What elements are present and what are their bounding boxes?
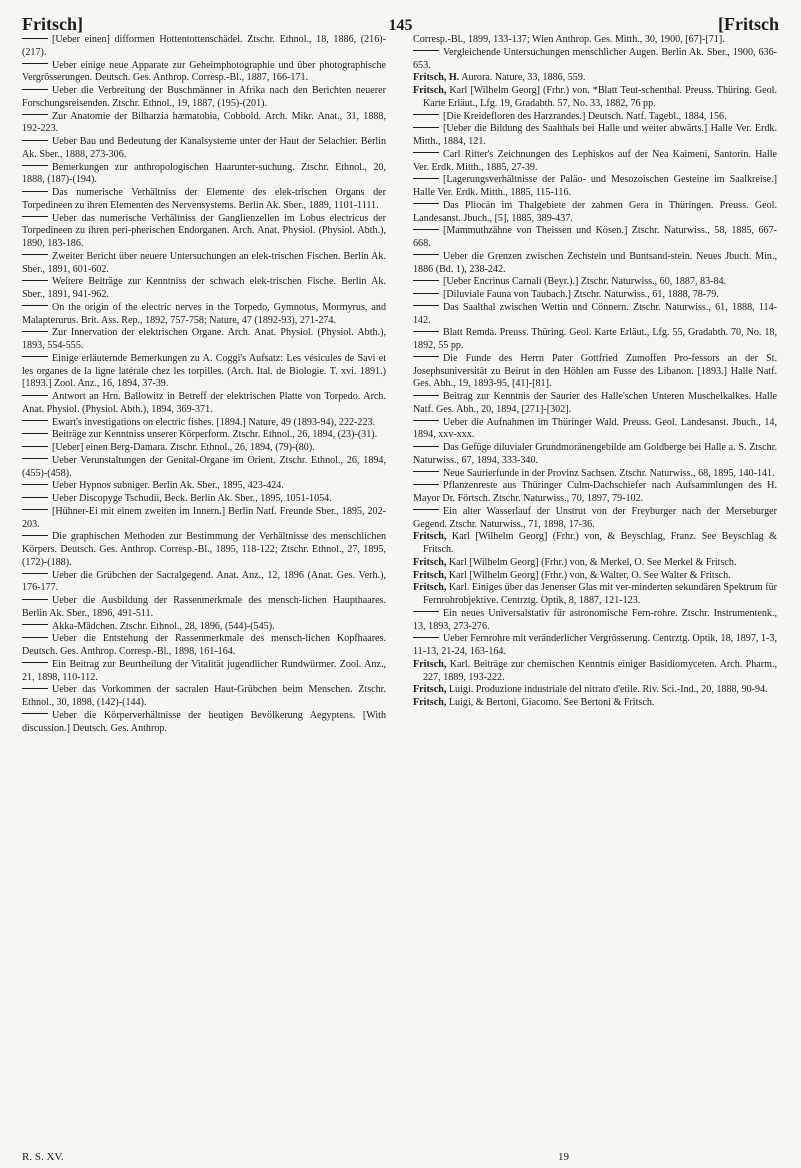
- entry-text: Ueber Hypnos subniger. Berlin Ak. Sber., 1895, 423-424.: [52, 480, 284, 492]
- entry-text: Ueber die Aufnahmen im Thüringer Wald. Preuss. Geol. Landesanst. Jbuch., 14, 1894, xxv-xxx.: [413, 416, 777, 441]
- entry-text: [Lagerungsverhältnisse der Paläo- und Mesozoischen Gesteine im Saalkreise.] Halle Ver. Erdk. Mitth., 1885, 115-116.: [413, 174, 777, 198]
- ditto-dash: [413, 293, 439, 294]
- entry-text: Blatt Remda. Preuss. Thüring. Geol. Karte Erläut., Lfg. 55, Gradabth. 70, No. 18, 1892, 55 pp.: [413, 327, 777, 351]
- ditto-dash: [22, 165, 48, 166]
- entry-text: [Hühner-Ei mit einem zweiten im Innern.] Berlin Natf. Freunde Sber., 1895, 202-203.: [22, 505, 386, 530]
- bibliography-entry: [413, 697, 777, 710]
- entry-text: Ueber die Grübchen der Sacralgegend. Anat. Anz., 12, 1896 (Anat. Ges. Verh.), 176-177.: [22, 569, 386, 594]
- entry-author: Fritsch,: [413, 582, 447, 594]
- entry-text: [Die Kreidefloren des Harzrandes.] Deutsch. Natf. Tagebl., 1884, 156.: [443, 110, 727, 122]
- bibliography-entry: [22, 442, 386, 455]
- ditto-dash: [413, 178, 439, 179]
- bibliography-entry: [22, 60, 386, 86]
- entry-text: [Ueber] einen Berg-Damara. Ztschr. Ethnol., 26, 1894, (79)-(80).: [52, 442, 315, 453]
- ditto-dash: [22, 395, 48, 396]
- ditto-dash: [413, 356, 439, 357]
- ditto-dash: [413, 229, 439, 230]
- bibliography-entry: [413, 468, 777, 481]
- bibliography-entry: [413, 111, 777, 124]
- entry-text: Karl [Wilhelm Georg] (Frhr.) von. *Blatt Teut-schenthal. Preuss. Thüring. Geol. Karte Erläut., Lfg. 19, Gradabth. 57, No. 33, 1882, 76 pp.: [423, 85, 777, 109]
- bibliography-entry: [413, 200, 777, 226]
- entry-author: Fritsch,: [413, 697, 447, 708]
- entry-text: Ein Beitrag zur Beurtheilung der Vitalität jugendlicher Rundwürmer. Zool. Anz., 21, 1898, 110-112.: [22, 658, 386, 683]
- bibliography-entry: [413, 225, 777, 251]
- bibliography-entry: [413, 302, 777, 328]
- bibliography-entry: [22, 531, 386, 569]
- ditto-dash: [22, 140, 48, 141]
- bibliography-entry: [22, 276, 386, 302]
- bibliography-entry: [22, 111, 386, 137]
- bibliography-entry: [22, 480, 386, 493]
- right-column: [413, 34, 777, 710]
- ditto-dash: [413, 50, 439, 51]
- bibliography-entry: [413, 149, 777, 175]
- entry-text: Karl [Wilhelm Georg] (Frhr.) von, & Merkel, O. See Merkel & Fritsch.: [448, 556, 737, 568]
- entry-text: Weitere Beiträge zur Kenntniss der schwach elek-trischen Fische. Berlin Ak. Sber., 1891, 941-962.: [22, 276, 386, 300]
- entry-text: Ueber die Grenzen zwischen Zechstein und Buntsand-stein. Neues Jbuch. Min., 1886 (Bd. 1), 238-242.: [413, 250, 777, 275]
- entry-author: Fritsch,: [413, 684, 447, 696]
- ditto-dash: [413, 509, 439, 510]
- bibliography-entry: [413, 531, 777, 557]
- bibliography-entry: [22, 391, 386, 417]
- entry-text: Das numerische Verhältniss der Elemente des elek-trischen Organs der Torpedineen zu ihren Elementen des Nervensystems. Berlin Ak. Sber., 1889, 1101-1111.: [22, 187, 386, 211]
- ditto-dash: [22, 420, 48, 421]
- entry-text: Neue Saurierfunde in der Provinz Sachsen. Ztschr. Naturwiss., 68, 1895, 140-141.: [443, 467, 775, 479]
- ditto-dash: [22, 63, 48, 64]
- bibliography-entry: [413, 174, 777, 200]
- entry-text: On the origin of the electric nerves in the Torpedo, Gymnotus, Mormyrus, and Malapterurus. Brit. Ass. Rep., 1892, 757-758; Nature, 47 (1892-93), 271-274.: [22, 301, 386, 326]
- entry-text: Ueber Verunstaltungen der Genital-Organe im Orient. Ztschr. Ethnol., 26, 1894, (455)-(458).: [22, 454, 386, 479]
- entry-text: Antwort an Hrn. Ballowitz in Betreff der elektrischen Platte von Torpedo. Arch. Anat. Physiol. (Physiol. Abth.), 1894, 369-371.: [22, 391, 386, 415]
- ditto-dash: [22, 458, 48, 459]
- entry-text: Ein neues Universalstativ für astronomische Fern-rohre. Ztschr. Instrumentenk., 13, 1893, 273-276.: [413, 607, 777, 632]
- ditto-dash: [22, 535, 48, 536]
- bibliography-entry: [22, 570, 386, 596]
- entry-text: [Mammuthzähne von Theissen und Kösen.] Ztschr. Naturwiss., 58, 1885, 667-668.: [413, 225, 777, 249]
- bibliography-entry: [22, 302, 386, 328]
- bibliography-entry: [22, 429, 386, 442]
- entry-text: Ueber das Vorkommen der sacralen Haut-Grübchen beim Menschen. Ztschr. Ethnol., 30, 1898, (142)-(144).: [22, 684, 386, 708]
- bibliography-entry: [413, 570, 777, 583]
- ditto-dash: [22, 331, 48, 332]
- ditto-dash: [22, 599, 48, 600]
- entry-text: Akka-Mädchen. Ztschr. Ethnol., 28, 1896, (544)-(545).: [52, 620, 275, 632]
- ditto-dash: [413, 484, 439, 485]
- bibliography-entry: [22, 621, 386, 634]
- bibliography-entry: [413, 85, 777, 111]
- entry-text: Aurora. Nature, 33, 1886, 559.: [461, 72, 586, 84]
- ditto-dash: [22, 356, 48, 357]
- entry-author: Fritsch,: [413, 569, 447, 581]
- bibliography-entry: [413, 442, 777, 468]
- ditto-dash: [22, 305, 48, 306]
- entry-text: Karl. Einiges über das Jenenser Glas mit ver-minderten sekundären Spektrum für Fernrohrobjektive. Centrztg. Optik, 8, 1887, 121-123.: [423, 582, 777, 606]
- bibliography-entry: [22, 633, 386, 659]
- entry-text: Ueber die Entstehung der Rassenmerkmale des mensch-lichen Kopfhaares. Deutsch. Ges. Anthrop. Corresp.-Bl., 1898, 161-164.: [22, 633, 386, 657]
- ditto-dash: [22, 433, 48, 434]
- entry-text: Das Saalthal zwischen Wettin und Cönnern. Ztschr. Naturwiss., 61, 1888, 114-142.: [413, 301, 777, 326]
- ditto-dash: [22, 191, 48, 192]
- ditto-dash: [413, 305, 439, 306]
- ditto-dash: [22, 216, 48, 217]
- ditto-dash: [413, 280, 439, 281]
- ditto-dash: [413, 331, 439, 332]
- entry-text: Ueber das numerische Verhältniss der Ganglienzellen im Lobus electricus der Torpedineen zu ihren peri-pherischen Endorganen. Arch. Anat. Physiol. (Physiol. Abth.), 1890, 183-186.: [22, 212, 386, 249]
- bibliography-entry: [413, 327, 777, 353]
- bibliography-entry: [22, 506, 386, 532]
- bibliography-entry: [413, 506, 777, 532]
- ditto-dash: [22, 280, 48, 281]
- entry-author: Fritsch,: [413, 556, 447, 568]
- bibliography-entry: [22, 162, 386, 188]
- entry-text: [Ueber einen] difformen Hottentottenschädel. Ztschr. Ethnol., 18, 1886, (216)-(217).: [22, 34, 386, 58]
- entry-text: Die Funde des Herrn Pater Gottfried Zumoffen Pro-fessors an der St. Josephsuniversität zu Beirut in den Höhlen am Fusse des Libanon. [1893.] Halle Natf. Ges. Abh., 19, 1893-95, [41]-[81].: [413, 352, 777, 390]
- ditto-dash: [22, 497, 48, 498]
- ditto-dash: [413, 114, 439, 115]
- entry-text: Luigi. Produzione industriale del nitrato d'etile. Riv. Sci.-Ind., 20, 1888, 90-94.: [448, 684, 768, 696]
- entry-text: Ein alter Wasserlauf der Unstrut von der Freyburger nach der Merseburger Gegend. Ztschr. Naturwiss., 71, 1898, 17-36.: [413, 505, 777, 530]
- bibliography-entry: [413, 123, 777, 149]
- ditto-dash: [413, 203, 439, 204]
- ditto-dash: [413, 471, 439, 472]
- entry-text: Karl [Wilhelm Georg] (Frhr.) von, & Walter, O. See Walter & Fritsch.: [448, 569, 731, 581]
- bibliography-entry: [22, 34, 386, 60]
- entry-text: Ueber die Verbreitung der Buschmänner in Afrika nach den Berichten neuerer Forschungsreisenden. Ztschr. Ethnol., 19, 1887, (195)-(201).: [22, 85, 386, 109]
- entry-text: Ueber Bau und Bedeutung der Kanalsysteme unter der Haut der Selachier. Berlin Ak. Sber., 1888, 273-306.: [22, 136, 386, 160]
- bibliography-entry: [413, 608, 777, 634]
- ditto-dash: [413, 637, 439, 638]
- entry-author: Fritsch,: [413, 85, 447, 96]
- entry-text: Karl. Beiträge zur chemischen Kenntnis einiger Basidiomyceten. Arch. Pharm., 227, 1889, 193-222.: [423, 658, 777, 683]
- entry-text: Beitrag zur Kenntnis der Saurier des Halle'schen Unteren Muschelkalkes. Halle Natf. Ges. Abh., 20, 1894, [271]-[302].: [413, 391, 777, 415]
- bibliography-entry: [22, 595, 386, 621]
- ditto-dash: [413, 152, 439, 153]
- header-left-heading: Fritsch]: [22, 14, 83, 34]
- bibliography-entry: [22, 136, 386, 162]
- ditto-dash: [22, 38, 48, 39]
- footer-signature: R. S. XV.: [22, 1151, 64, 1163]
- ditto-dash: [22, 624, 48, 625]
- bibliography-entry: [413, 633, 777, 659]
- entry-text: Carl Ritter's Zeichnungen des Lephiskos auf der Nea Kaimeni, Santorin. Halle Ver. Erdk. Mitth., 1885, 27-39.: [413, 148, 777, 173]
- entry-text: Ueber Discopyge Tschudii, Beck. Berlin Ak. Sber., 1895, 1051-1054.: [52, 493, 332, 504]
- entry-text: Pflanzenreste aus Thüringer Culm-Dachschiefer nach Aufsammlungen des H. Mayor Dr. Förtsch. Ztschr. Naturwiss., 70, 1897, 79-102.: [413, 480, 777, 504]
- entry-text: Vergleichende Untersuchungen menschlicher Augen. Berlin Ak. Sber., 1900, 636-653.: [413, 46, 777, 71]
- ditto-dash: [413, 127, 439, 128]
- bibliography-entry: [22, 251, 386, 277]
- footer-sheet-number: 19: [558, 1151, 569, 1163]
- left-column: [22, 34, 386, 735]
- ditto-dash: [22, 509, 48, 510]
- ditto-dash: [22, 114, 48, 115]
- ditto-dash: [22, 89, 48, 90]
- entry-text: Ewart's investigations on electric fishes. [1894.] Nature, 49 (1893-94), 222-223.: [52, 416, 376, 428]
- ditto-dash: [413, 395, 439, 396]
- bibliography-entry: [22, 455, 386, 481]
- entry-text: [Ueber die Bildung des Saalthals bei Halle und weiter abwärts.] Halle Ver. Erdk. Mitth., 1884, 121.: [413, 123, 777, 147]
- bibliography-entry: [413, 659, 777, 685]
- entry-text: Die graphischen Methoden zur Bestimmung der Verhältnisse des menschlichen Körpers. Deutsch. Ges. Anthrop. Corresp.-Bl., 1895, 118-122; Ztschr. Ethnol., 27, 1895, (172)-(188).: [22, 531, 386, 568]
- entry-text: Das Gefüge diluvialer Grundmoränengebilde am Goldberge bei Halle a. S. Ztschr. Naturwiss., 67, 1894, 333-340.: [413, 442, 777, 466]
- entry-text: Luigi, & Bertoni, Giacomo. See Bertoni & Fritsch.: [448, 697, 655, 708]
- bibliography-entry: [22, 684, 386, 710]
- entry-text: Corresp.-Bl., 1899, 133-137; Wien Anthrop. Ges. Mitth., 30, 1900, [67]-[71].: [413, 34, 725, 45]
- ditto-dash: [413, 420, 439, 421]
- ditto-dash: [413, 611, 439, 612]
- bibliography-entry: [413, 289, 777, 302]
- bibliography-entry: [413, 276, 777, 289]
- entry-text: Zur Innervation der elektrischen Organe. Arch. Anat. Physiol. (Physiol. Abth.), 1893, 554-555.: [22, 327, 386, 351]
- entry-text: [Ueber Encrinus Carnali (Beyr.).] Ztschr. Naturwiss., 60, 1887, 83-84.: [443, 276, 727, 288]
- bibliography-entry: [22, 187, 386, 213]
- entry-author: Fritsch,: [413, 658, 447, 670]
- ditto-dash: [22, 573, 48, 574]
- entry-text: Das Pliocän im Thalgebiete der zahmen Gera in Thüringen. Preuss. Geol. Landesanst. Jbuch., [5], 1885, 389-437.: [413, 199, 777, 224]
- entry-text: Bemerkungen zur anthropologischen Haarunter-suchung. Ztschr. Ethnol., 20, 1888, (187)-(194).: [22, 161, 386, 186]
- entry-text: Zur Anatomie der Bilharzia hæmatobia, Cobbold. Arch. Mikr. Anat., 31, 1888, 192-223.: [22, 110, 386, 135]
- entry-author: Fritsch,: [413, 531, 447, 543]
- bibliography-entry: [22, 710, 386, 736]
- entry-text: [Diluviale Fauna von Taubach.] Ztschr. Naturwiss., 61, 1888, 78-79.: [443, 289, 719, 300]
- ditto-dash: [413, 446, 439, 447]
- bibliography-entry: [413, 391, 777, 417]
- bibliography-entry: [413, 72, 777, 85]
- bibliography-entry: [22, 493, 386, 506]
- ditto-dash: [22, 662, 48, 663]
- bibliography-entry: [22, 417, 386, 430]
- bibliography-entry: [413, 251, 777, 277]
- page-number: 145: [388, 17, 413, 34]
- bibliography-entry: [413, 34, 777, 47]
- entry-text: Karl [Wilhelm Georg] (Frhr.) von, & Beyschlag, Franz. See Beyschlag & Fritsch.: [423, 531, 777, 555]
- bibliography-entry: [413, 557, 777, 570]
- bibliography-entry: [413, 480, 777, 506]
- entry-text: Ueber Fernrohre mit veränderlicher Vergrösserung. Centrztg. Optik, 18, 1897, 1-3, 11-13, 21-24, 163-164.: [413, 633, 777, 657]
- header-right-heading: [Fritsch: [718, 14, 779, 34]
- bibliography-entry: [22, 213, 386, 251]
- bibliography-entry: [413, 47, 777, 73]
- entry-text: Beiträge zur Kenntniss unserer Körperform. Ztschr. Ethnol., 26, 1894, (23)-(31).: [52, 429, 378, 441]
- ditto-dash: [413, 254, 439, 255]
- bibliography-entry: [22, 85, 386, 111]
- ditto-dash: [22, 713, 48, 714]
- entry-text: Zweiter Bericht über neuere Untersuchungen an elek-trischen Fischen. Berlin Ak. Sber., 1891, 601-602.: [22, 250, 386, 275]
- ditto-dash: [22, 484, 48, 485]
- page-footer: [22, 1151, 779, 1163]
- bibliography-entry: [22, 327, 386, 353]
- ditto-dash: [22, 688, 48, 689]
- ditto-dash: [22, 254, 48, 255]
- entry-text: Ueber einige neue Apparate zur Geheimphotographie und über photographische Vergrösserungen. Deutsch. Ges. Anthrop. Corresp.-Bl., 1887, 166-171.: [22, 59, 386, 84]
- entry-text: Einige erläuternde Bemerkungen zu A. Coggi's Aufsatz: Les vésicules de Savi et les organes de la ligne latérale chez les torpilles. (Arch. Ital. de Biologie. T. xvi. 1891.) [1893.] Zool. Anz., 16, 1894, 37-39.: [22, 352, 386, 390]
- bibliography-entry: [413, 684, 777, 697]
- entry-text: Ueber die Ausbildung der Rassenmerkmale des mensch-lichen Haupthaares. Berlin Ak. Sber., 1896, 491-511.: [22, 595, 386, 619]
- bibliography-entry: [413, 417, 777, 443]
- ditto-dash: [22, 446, 48, 447]
- bibliography-entry: [413, 582, 777, 608]
- bibliography-entry: [22, 659, 386, 685]
- bibliography-entry: [22, 353, 386, 391]
- bibliography-entry: [413, 353, 777, 391]
- entry-text: Ueber die Körperverhältnisse der heutigen Bevölkerung Aegyptens. [With discussion.] Deutsch. Ges. Anthrop.: [22, 709, 386, 734]
- entry-author: Fritsch, H.: [413, 72, 460, 84]
- ditto-dash: [22, 637, 48, 638]
